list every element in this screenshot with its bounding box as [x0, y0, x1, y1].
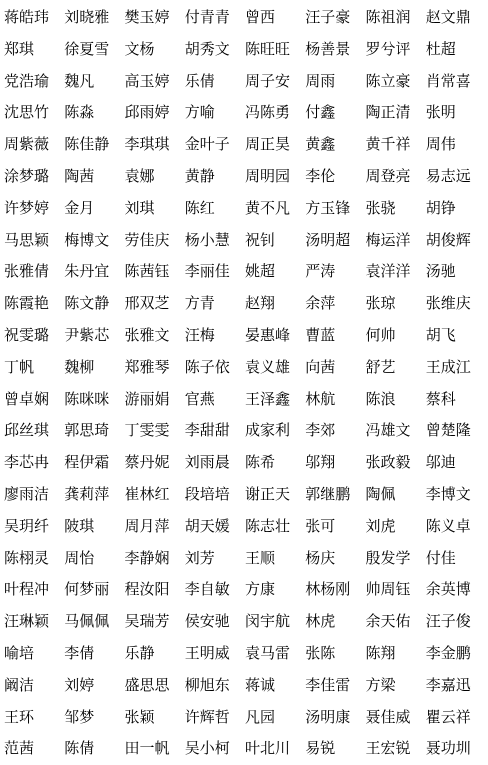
- name-cell: 谢正天: [245, 484, 291, 503]
- name-cell: 盛思思: [124, 675, 170, 694]
- name-cell: 陈佳静: [64, 135, 110, 154]
- name-cell: 段培培: [184, 484, 230, 503]
- name-cell: 高玉婷: [124, 71, 170, 90]
- name-cell: 周伟: [425, 135, 456, 154]
- name-cell: 冯雄文: [365, 421, 411, 440]
- name-cell: 柳旭东: [184, 675, 230, 694]
- name-cell: 邬翔: [305, 453, 336, 472]
- name-cell: 王泽鑫: [245, 389, 291, 408]
- name-cell: 陈淼: [64, 103, 95, 122]
- name-cell: 付鑫: [305, 103, 336, 122]
- name-cell: 汪琳颖: [4, 612, 50, 631]
- name-cell: 易锐: [305, 739, 336, 758]
- name-cell: 沈思竹: [4, 103, 50, 122]
- name-cell: 陈茜钰: [124, 262, 170, 281]
- name-cell: 黄不凡: [245, 198, 291, 217]
- name-cell: 邬迪: [425, 453, 456, 472]
- name-cell: 游丽娟: [124, 389, 170, 408]
- name-cell: 凡园: [245, 707, 276, 726]
- name-cell: 李静娴: [124, 548, 170, 567]
- name-cell: 周雨: [305, 71, 336, 90]
- name-cell: 劳佳庆: [124, 230, 170, 249]
- name-cell: 郭继鹏: [305, 484, 351, 503]
- name-cell: 舒艺: [365, 357, 396, 376]
- name-cell: 杜超: [425, 39, 456, 58]
- name-cell: 蔡科: [425, 389, 456, 408]
- name-cell: 陶茜: [64, 166, 95, 185]
- name-cell: 刘琪: [124, 198, 155, 217]
- name-cell: 肖常喜: [425, 71, 471, 90]
- name-cell: 刘芳: [184, 548, 215, 567]
- name-cell: 廖雨洁: [4, 484, 50, 503]
- name-cell: 叶北川: [245, 739, 291, 758]
- name-cell: 杨庆: [305, 548, 336, 567]
- name-cell: 刘晓雅: [64, 8, 110, 26]
- name-cell: 叶程冲: [4, 580, 50, 599]
- name-cell: 金月: [64, 198, 95, 217]
- name-cell: 李丽佳: [184, 262, 230, 281]
- name-cell: 官燕: [184, 389, 215, 408]
- name-cell: 张颖: [124, 707, 155, 726]
- name-cell: 林航: [305, 389, 336, 408]
- name-cell: 张骁: [365, 198, 396, 217]
- name-cell: 程汝阳: [124, 580, 170, 599]
- name-cell: 曾卓娴: [4, 389, 50, 408]
- name-cell: 丁帆: [4, 357, 35, 376]
- name-cell: 汪梅: [184, 325, 215, 344]
- name-cell: 崔林红: [124, 484, 170, 503]
- name-cell: 曹蓝: [305, 325, 336, 344]
- name-cell: 张政毅: [365, 453, 411, 472]
- name-cell: 周子安: [245, 71, 291, 90]
- name-cell: 李伦: [305, 166, 336, 185]
- name-cell: 陶正清: [365, 103, 411, 122]
- name-cell: 侯安驰: [184, 612, 230, 631]
- name-cell: 吴瑞芳: [124, 612, 170, 631]
- name-cell: 许辉哲: [184, 707, 230, 726]
- name-cell: 胡秀文: [184, 39, 230, 58]
- name-cell: 梅运洋: [365, 230, 411, 249]
- name-cell: 陈义卓: [425, 516, 471, 535]
- name-cell: 李琪琪: [124, 135, 170, 154]
- name-cell: 汪子豪: [305, 8, 351, 26]
- name-cell: 余天佑: [365, 612, 411, 631]
- name-cell: 张明: [425, 103, 456, 122]
- name-cell: 王明威: [184, 643, 230, 662]
- name-cell: 李金鹏: [425, 643, 471, 662]
- name-cell: 金叶子: [184, 135, 230, 154]
- name-cell: 许梦婷: [4, 198, 50, 217]
- name-cell: 汤驰: [425, 262, 456, 281]
- name-cell: 魏凡: [64, 71, 95, 90]
- name-cell: 陈红: [184, 198, 215, 217]
- name-cell: 曾西: [245, 8, 276, 26]
- name-cell: 张琼: [365, 294, 396, 313]
- name-cell: 陶佩: [365, 484, 396, 503]
- name-cell: 樊玉婷: [124, 8, 170, 26]
- name-cell: 汪子俊: [425, 612, 471, 631]
- name-cell: 李博文: [425, 484, 471, 503]
- name-cell: 方青: [184, 294, 215, 313]
- name-cell: 祝雯璐: [4, 325, 50, 344]
- name-cell: 余萍: [305, 294, 336, 313]
- name-cell: 蒋皓玮: [4, 8, 50, 26]
- name-cell: 黄千祥: [365, 135, 411, 154]
- name-cell: 陈立豪: [365, 71, 411, 90]
- name-cell: 周明园: [245, 166, 291, 185]
- name-cell: 陈倩: [64, 739, 95, 758]
- name-cell: 陈旺旺: [245, 39, 291, 58]
- name-cell: 张可: [305, 516, 336, 535]
- name-cell: 聂佳威: [365, 707, 411, 726]
- name-cell: 李嘉迅: [425, 675, 471, 694]
- name-cell: 周怡: [64, 548, 95, 567]
- name-cell: 王顺: [245, 548, 276, 567]
- name-cell: 黄鑫: [305, 135, 336, 154]
- name-cell: 袁洋洋: [365, 262, 411, 281]
- name-cell: 李佳雷: [305, 675, 351, 694]
- name-cell: 马思颖: [4, 230, 50, 249]
- name-cell: 付佳: [425, 548, 456, 567]
- name-cell: 姚超: [245, 262, 276, 281]
- name-cell: 李芯冉: [4, 453, 50, 472]
- name-cell: 李甜甜: [184, 421, 230, 440]
- name-cell: 陈浪: [365, 389, 396, 408]
- name-cell: 曾楚隆: [425, 421, 471, 440]
- name-cell: 杨善景: [305, 39, 351, 58]
- name-cell: 周登亮: [365, 166, 411, 185]
- name-cell: 林杨刚: [305, 580, 351, 599]
- name-cell: 胡铮: [425, 198, 456, 217]
- name-cell: 王成江: [425, 357, 471, 376]
- name-cell: 方玉锋: [305, 198, 351, 217]
- name-cell: 朱丹宜: [64, 262, 110, 281]
- name-cell: 付青青: [184, 8, 230, 26]
- name-cell: 张维庆: [425, 294, 471, 313]
- name-cell: 王环: [4, 707, 35, 726]
- name-cell: 陈志壮: [245, 516, 291, 535]
- name-cell: 文杨: [124, 39, 155, 58]
- name-cell: 周紫薇: [4, 135, 50, 154]
- name-cell: 罗兮评: [365, 39, 411, 58]
- name-cell: 方喻: [184, 103, 215, 122]
- name-cell: 马佩佩: [64, 612, 110, 631]
- name-cell: 田一帆: [124, 739, 170, 758]
- name-cell: 徐夏雪: [64, 39, 110, 58]
- name-cell: 严涛: [305, 262, 336, 281]
- name-cell: 杨小慧: [184, 230, 230, 249]
- name-cell: 余英博: [425, 580, 471, 599]
- name-cell: 聂功圳: [425, 739, 471, 758]
- name-cell: 胡天媛: [184, 516, 230, 535]
- name-cell: 丁雯雯: [124, 421, 170, 440]
- name-cell: 张陈: [305, 643, 336, 662]
- name-cell: 周正昊: [245, 135, 291, 154]
- name-cell: 黄静: [184, 166, 215, 185]
- name-cell: 胡俊辉: [425, 230, 471, 249]
- name-cell: 向茜: [305, 357, 336, 376]
- name-cell: 党浩瑜: [4, 71, 50, 90]
- name-cell: 易志远: [425, 166, 471, 185]
- name-cell: 何帅: [365, 325, 396, 344]
- name-cell: 陈栩灵: [4, 548, 50, 567]
- name-cell: 赵文鼎: [425, 8, 471, 26]
- name-cell: 阚洁: [4, 675, 35, 694]
- name-cell: 袁娜: [124, 166, 155, 185]
- name-cell: 胡飞: [425, 325, 456, 344]
- name-cell: 乐静: [124, 643, 155, 662]
- name-cell: 汤明康: [305, 707, 351, 726]
- name-cell: 郭思琦: [64, 421, 110, 440]
- name-cell: 邢双芝: [124, 294, 170, 313]
- name-cell: 吴小柯: [184, 739, 230, 758]
- name-cell: 邱丝琪: [4, 421, 50, 440]
- name-cell: 郑琪: [4, 39, 35, 58]
- name-cell: 陈希: [245, 453, 276, 472]
- name-cell: 吴玥纤: [4, 516, 50, 535]
- name-cell: 蒋诚: [245, 675, 276, 694]
- name-cell: 晏惠峰: [245, 325, 291, 344]
- name-cell: 王宏锐: [365, 739, 411, 758]
- name-cell: 程伊霜: [64, 453, 110, 472]
- name-cell: 帅周钰: [365, 580, 411, 599]
- name-cell: 冯陈勇: [245, 103, 291, 122]
- name-cell: 李郊: [305, 421, 336, 440]
- name-cell: 何梦丽: [64, 580, 110, 599]
- name-cell: 瞿云祥: [425, 707, 471, 726]
- name-cell: 陈霞艳: [4, 294, 50, 313]
- name-grid: [4, 2, 486, 765]
- name-cell: 赵翔: [245, 294, 276, 313]
- name-cell: 陈翔: [365, 643, 396, 662]
- name-cell: 张雅倩: [4, 262, 50, 281]
- name-cell: 乐倩: [184, 71, 215, 90]
- name-cell: 殷发学: [365, 548, 411, 567]
- name-cell: 刘婷: [64, 675, 95, 694]
- name-cell: 梅博文: [64, 230, 110, 249]
- name-cell: 陈子依: [184, 357, 230, 376]
- name-cell: 蔡丹妮: [124, 453, 170, 472]
- name-cell: 林虎: [305, 612, 336, 631]
- name-cell: 李自敏: [184, 580, 230, 599]
- name-cell: 刘雨晨: [184, 453, 230, 472]
- name-cell: 尹紫芯: [64, 325, 110, 344]
- name-cell: 袁马雷: [245, 643, 291, 662]
- name-cell: 周月萍: [124, 516, 170, 535]
- name-cell: 闵宇航: [245, 612, 291, 631]
- name-cell: 涂梦璐: [4, 166, 50, 185]
- name-cell: 陂琪: [64, 516, 95, 535]
- name-cell: 方梁: [365, 675, 396, 694]
- name-cell: 陈文静: [64, 294, 110, 313]
- name-cell: 祝钊: [245, 230, 276, 249]
- name-cell: 邹梦: [64, 707, 95, 726]
- name-cell: 龚莉萍: [64, 484, 110, 503]
- name-cell: 方康: [245, 580, 276, 599]
- name-cell: 刘虎: [365, 516, 396, 535]
- name-cell: 魏柳: [64, 357, 95, 376]
- name-cell: 陈祖润: [365, 8, 411, 26]
- name-cell: 成家利: [245, 421, 291, 440]
- name-cell: 李倩: [64, 643, 95, 662]
- name-cell: 郑雅琴: [124, 357, 170, 376]
- name-cell: 范茜: [4, 739, 35, 758]
- name-cell: 喻培: [4, 643, 35, 662]
- name-cell: 汤明超: [305, 230, 351, 249]
- name-cell: 袁义雄: [245, 357, 291, 376]
- name-cell: 张雅文: [124, 325, 170, 344]
- name-cell: 陈咪咪: [64, 389, 110, 408]
- name-cell: 邱雨婷: [124, 103, 170, 122]
